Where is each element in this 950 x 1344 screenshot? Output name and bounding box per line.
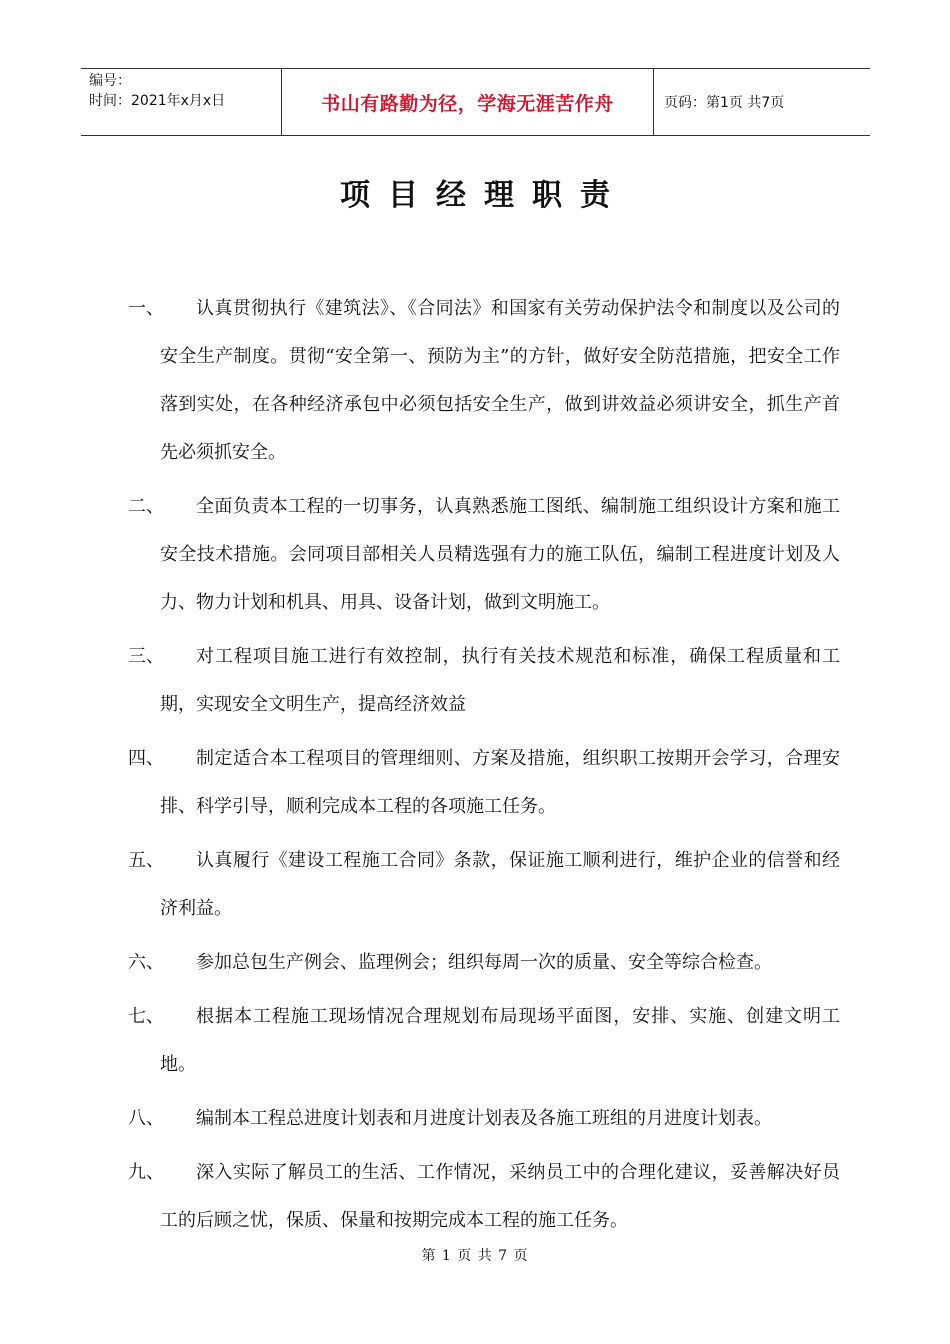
duty-item xyxy=(0,837,950,933)
duty-item xyxy=(0,993,950,1089)
duty-number: 四、 xyxy=(128,748,164,769)
duty-text: 根据本工程施工现场情况合理规划布局现场平面图，安排、实施、创建文明工地。 xyxy=(160,1006,840,1075)
duty-list xyxy=(0,285,950,1251)
duty-item xyxy=(0,1149,950,1245)
duty-text: 编制本工程总进度计划表和月进度计划表及各施工班组的月进度计划表。 xyxy=(196,1108,772,1129)
duty-text: 深入实际了解员工的生活、工作情况，采纳员工中的合理化建议，妥善解决好员工的后顾之忧，保质、保量和按期完成本工程的施工任务。 xyxy=(160,1162,840,1231)
page-footer: 第 1 页 共 7 页 xyxy=(421,1248,529,1264)
duty-item xyxy=(0,483,950,627)
duty-text: 认真履行《建设工程施工合同》条款，保证施工顺利进行，维护企业的信誉和经济利益。 xyxy=(160,850,840,919)
duty-item xyxy=(0,1095,950,1143)
duty-number: 二、 xyxy=(128,496,164,517)
header-meta xyxy=(81,69,281,135)
doc-time-label: 时间：2021年x月x日 xyxy=(89,93,226,109)
duty-item xyxy=(0,939,950,987)
document-header xyxy=(81,68,870,136)
duty-number: 七、 xyxy=(128,1006,164,1027)
header-motto: 书山有路勤为径，学海无涯苦作舟 xyxy=(321,92,614,115)
duty-text: 参加总包生产例会、监理例会；组织每周一次的质量、安全等综合检查。 xyxy=(196,952,772,973)
duty-text: 全面负责本工程的一切事务，认真熟悉施工图纸、编制施工组织设计方案和施工安全技术措施。会同项目部相关人员精选强有力的施工队伍，编制工程进度计划及人力、物力计划和机具、用具、设备计划，做到文明施工。 xyxy=(160,496,840,613)
header-motto-cell xyxy=(281,69,654,135)
header-page-code: 页码：第1页 共7页 xyxy=(664,95,785,111)
duty-item xyxy=(0,735,950,831)
duty-text: 制定适合本工程项目的管理细则、方案及措施，组织职工按期开会学习，合理安排、科学引导，顺利完成本工程的各项施工任务。 xyxy=(160,748,840,817)
document-title: 项目经理职责 xyxy=(340,178,628,213)
header-page-code-cell xyxy=(654,69,870,135)
duty-number: 六、 xyxy=(128,952,164,973)
duty-number: 八、 xyxy=(128,1108,164,1129)
duty-number: 三、 xyxy=(128,646,164,667)
doc-number-label: 编号： xyxy=(89,73,131,89)
duty-item xyxy=(0,633,950,729)
duty-item xyxy=(0,285,950,477)
duty-text: 对工程项目施工进行有效控制，执行有关技术规范和标准，确保工程质量和工期，实现安全文明生产，提高经济效益 xyxy=(160,646,840,715)
duty-number: 九、 xyxy=(128,1162,164,1183)
duty-number: 一、 xyxy=(128,298,164,319)
duty-number: 五、 xyxy=(128,850,164,871)
duty-text: 认真贯彻执行《建筑法》、《合同法》和国家有关劳动保护法令和制度以及公司的安全生产制度。贯彻“安全第一、预防为主”的方针，做好安全防范措施，把安全工作落到实处，在各种经济承包中必须包括安全生产，做到讲效益必须讲安全，抓生产首先必须抓安全。 xyxy=(160,298,840,463)
